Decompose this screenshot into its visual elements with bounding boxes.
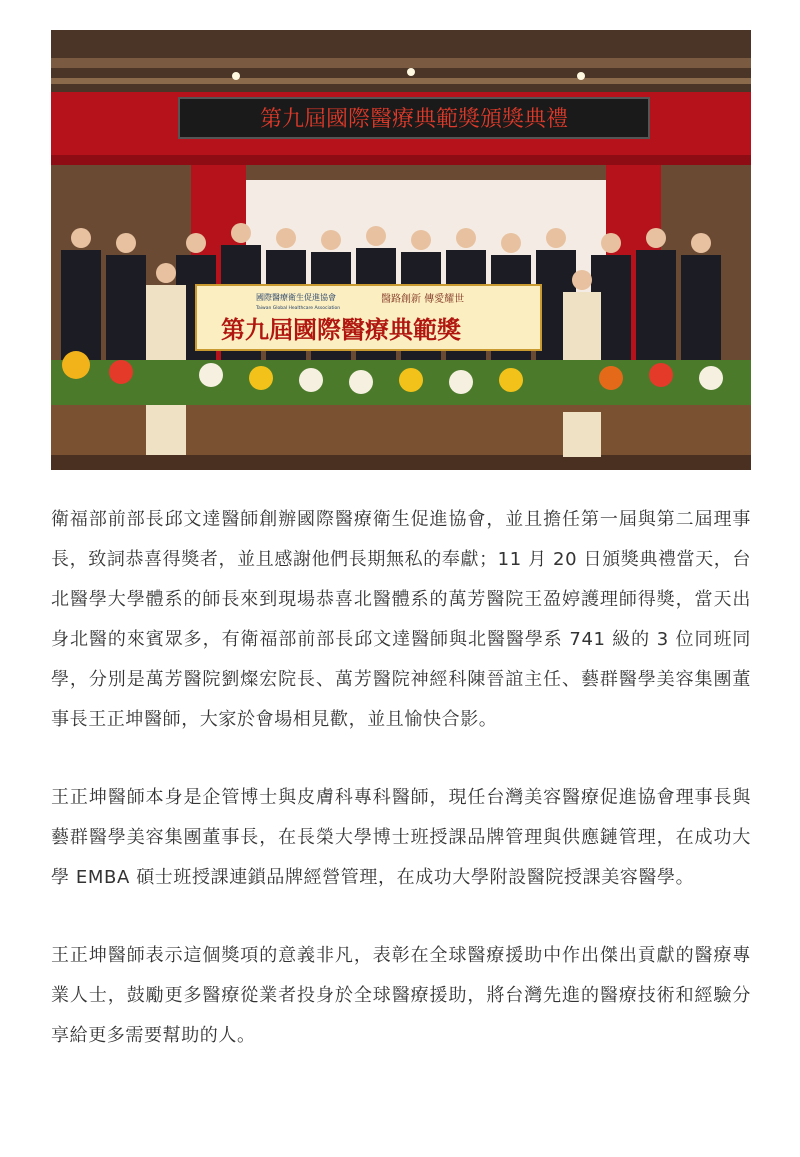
award-sign-text: 第九屆國際醫療典範獎 bbox=[221, 315, 461, 344]
ceremony-photo-illustration bbox=[51, 30, 751, 470]
ceremony-photo bbox=[51, 30, 751, 470]
award-sign-org: 國際醫療衛生促進協會 bbox=[256, 293, 336, 302]
award-sign-slogan: 醫路創新 傳愛耀世 bbox=[381, 294, 465, 305]
article-paragraph: 衛福部前部長邱文達醫師創辦國際醫療衛生促進協會，並且擔任第一屆與第二屆理事長，致詞恭喜得獎者，並且感謝他們長期無私的奉獻；11 月 20 日頒獎典禮當天，台北醫學大學體系的師長來到現場恭喜北醫體系的萬芳醫院王盈婷護理師得獎，當天出身北醫的來賓眾多，有衛福部前部長邱文達醫師與北醫醫學系 741 級的 3 位同班同學，分別是萬芳醫院劉燦宏院長、萬芳醫院神經科陳晉誼主任、藝群醫學美容集團董事長王正坤醫師，大家於會場相見歡，並且愉快合影。 bbox=[51, 509, 751, 730]
award-sign-org-en: Taiwan Global Healthcare Association bbox=[256, 306, 341, 311]
article-paragraph: 王正坤醫師本身是企管博士與皮膚科專科醫師，現任台灣美容醫療促進協會理事長與藝群醫學美容集團董事長，在長榮大學博士班授課品牌管理與供應鏈管理，在成功大學 EMBA 碩士班授課連鎖品牌經營管理，在成功大學附設醫院授課美容醫學。 bbox=[51, 787, 751, 888]
led-banner-text: 第九屆國際醫療典範獎頒獎典禮 bbox=[259, 107, 569, 132]
article-body bbox=[51, 500, 751, 1094]
article-paragraph: 王正坤醫師表示這個獎項的意義非凡，表彰在全球醫療援助中作出傑出貢獻的醫療專業人士，鼓勵更多醫療從業者投身於全球醫療援助，將台灣先進的醫療技術和經驗分享給更多需要幫助的人。 bbox=[51, 945, 751, 1046]
